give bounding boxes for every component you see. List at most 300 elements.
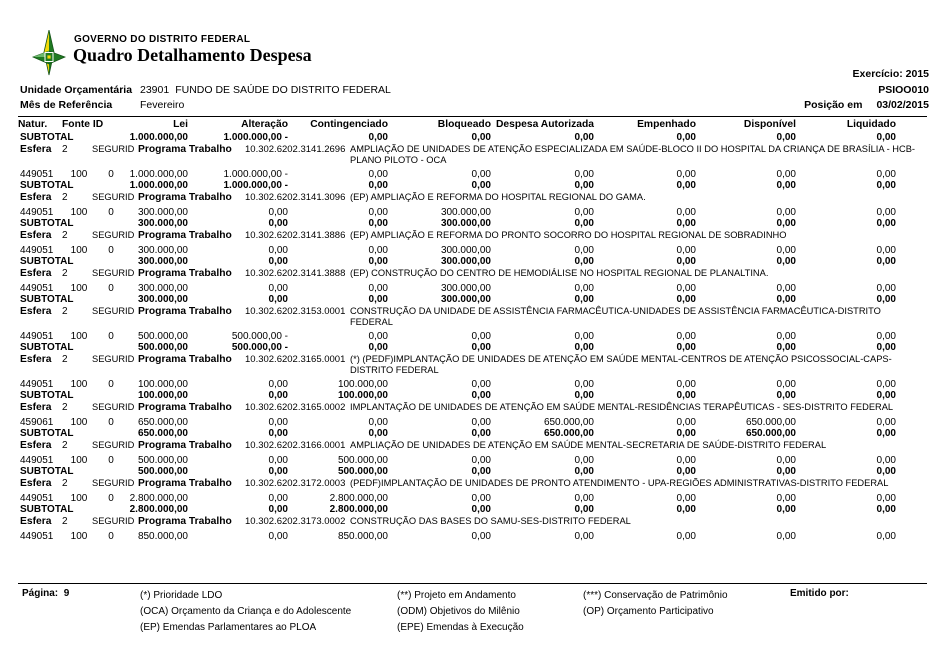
contingenciado-cell: 100.000,00	[337, 379, 388, 390]
lei-cell: 850.000,00	[137, 531, 188, 542]
bloqueado-cell: 0,00	[471, 455, 491, 466]
legend-item: (ODM) Objetivos do Milênio	[397, 606, 520, 617]
bloqueado-cell: 0,00	[471, 342, 491, 353]
contingenciado-cell: 850.000,00	[337, 531, 388, 542]
contingenciado-cell: 0,00	[368, 342, 388, 353]
detail-row	[18, 283, 925, 294]
seguridade-label: SEGURID	[92, 230, 135, 240]
lei-cell: 650.000,00	[137, 417, 188, 428]
alteracao-cell: 0,00	[268, 283, 288, 294]
esfera-value: 2	[62, 192, 68, 203]
despesa-autorizada-cell: 0,00	[574, 180, 594, 191]
contingenciado-cell: 0,00	[368, 256, 388, 267]
liquidado-cell: 0,00	[876, 455, 896, 466]
lei-cell: 1.000.000,00	[129, 180, 188, 191]
programa-trabalho-label: Programa Trabalho	[138, 516, 232, 527]
esfera-value: 2	[62, 440, 68, 451]
fonte-cell: 100	[70, 283, 88, 294]
programa-trabalho-code: 10.302.6202.3165.0001	[245, 354, 346, 365]
despesa-autorizada-cell: 650.000,00	[543, 428, 594, 439]
lei-cell: 500.000,00	[137, 342, 188, 353]
empenhado-cell: 0,00	[676, 132, 696, 143]
subtotal-row	[18, 466, 925, 477]
col-empenhado: Empenhado	[637, 119, 696, 130]
esfera-value: 2	[62, 268, 68, 279]
programa-trabalho-code: 10.302.6202.3141.3888	[245, 268, 346, 279]
liquidado-cell: 0,00	[876, 180, 896, 191]
disponivel-cell: 0,00	[776, 245, 796, 256]
unidade-orcamentaria-label: Unidade Orçamentária	[20, 84, 133, 96]
lei-cell: 100.000,00	[137, 379, 188, 390]
empenhado-cell: 0,00	[676, 207, 696, 218]
empenhado-cell: 0,00	[676, 417, 696, 428]
legend-column-2	[397, 588, 524, 636]
empenhado-cell: 0,00	[676, 245, 696, 256]
legend-item: (*) Prioridade LDO	[140, 590, 223, 601]
alteracao-cell: 1.000.000,00 -	[223, 132, 288, 143]
programa-trabalho-code: 10.302.6202.3165.0002	[245, 402, 346, 413]
esfera-row	[18, 516, 925, 527]
empenhado-cell: 0,00	[676, 379, 696, 390]
fonte-cell: 100	[70, 169, 88, 180]
header-divider	[18, 116, 927, 117]
detail-row	[18, 531, 925, 542]
detail-row	[18, 417, 925, 428]
programa-trabalho-desc: CONSTRUÇÃO DA UNIDADE DE ASSISTÊNCIA FARMACÊUTICA-UNIDADES DE ASSISTÊNCIA FARMACÊUTICA-DISTRITO FEDERAL	[350, 306, 881, 327]
contingenciado-cell: 500.000,00	[337, 466, 388, 477]
id-cell: 0	[108, 417, 114, 428]
disponivel-cell: 0,00	[776, 218, 796, 229]
programa-trabalho-desc: (*) (PEDF)IMPLANTAÇÃO DE UNIDADES DE ATENÇÃO EM SAÚDE MENTAL-CENTROS DE ATENÇÃO PSICOSSOCIAL-CAPS-DISTRITO FEDERAL	[350, 354, 892, 375]
bloqueado-cell: 0,00	[471, 466, 491, 477]
programa-trabalho-label: Programa Trabalho	[138, 230, 232, 241]
id-cell: 0	[108, 379, 114, 390]
liquidado-cell: 0,00	[876, 531, 896, 542]
despesa-autorizada-cell: 0,00	[574, 504, 594, 515]
disponivel-cell: 0,00	[776, 132, 796, 143]
seguridade-label: SEGURID	[92, 268, 135, 278]
esfera-value: 2	[62, 306, 68, 317]
report-code: PSIOO010	[878, 84, 929, 96]
despesa-autorizada-cell: 0,00	[574, 218, 594, 229]
id-cell: 0	[108, 283, 114, 294]
natur-cell: 449051	[20, 455, 54, 466]
programa-trabalho-desc: (EP) CONSTRUÇÃO DO CENTRO DE HEMODIÁLISE NO HOSPITAL REGIONAL DE PLANALTINA.	[350, 268, 769, 278]
natur-cell: 449051	[20, 331, 54, 342]
bloqueado-cell: 0,00	[471, 417, 491, 428]
disponivel-cell: 0,00	[776, 504, 796, 515]
id-cell: 0	[108, 207, 114, 218]
subtotal-label: SUBTOTAL	[20, 218, 74, 229]
esfera-label: Esfera	[20, 192, 52, 203]
subtotal-row	[18, 428, 925, 439]
posicao-em: Posição em 03/02/2015	[804, 99, 929, 111]
esfera-label: Esfera	[20, 144, 52, 155]
alteracao-cell: 0,00	[268, 455, 288, 466]
disponivel-cell: 650.000,00	[745, 417, 796, 428]
disponivel-cell: 0,00	[776, 169, 796, 180]
esfera-row	[18, 192, 925, 203]
liquidado-cell: 0,00	[876, 428, 896, 439]
seguridade-label: SEGURID	[92, 478, 135, 488]
empenhado-cell: 0,00	[676, 493, 696, 504]
esfera-row	[18, 354, 925, 375]
col-liquidado: Liquidado	[846, 119, 896, 130]
lei-cell: 1.000.000,00	[129, 169, 188, 180]
id-cell: 0	[108, 455, 114, 466]
bloqueado-cell: 0,00	[471, 428, 491, 439]
liquidado-cell: 0,00	[876, 379, 896, 390]
alteracao-cell: 0,00	[268, 256, 288, 267]
natur-cell: 459061	[20, 417, 54, 428]
subtotal-label: SUBTOTAL	[20, 390, 74, 401]
esfera-value: 2	[62, 230, 68, 241]
despesa-autorizada-cell: 0,00	[574, 466, 594, 477]
programa-trabalho-desc: (EP) AMPLIAÇÃO E REFORMA DO PRONTO SOCORRO DO HOSPITAL REGIONAL DE SOBRADINHO	[350, 230, 787, 240]
subtotal-row	[18, 218, 925, 229]
programa-trabalho-label: Programa Trabalho	[138, 402, 232, 413]
liquidado-cell: 0,00	[876, 132, 896, 143]
fonte-cell: 100	[70, 455, 88, 466]
contingenciado-cell: 0,00	[368, 283, 388, 294]
despesa-autorizada-cell: 0,00	[574, 283, 594, 294]
detail-row	[18, 493, 925, 504]
disponivel-cell: 0,00	[776, 256, 796, 267]
liquidado-cell: 0,00	[876, 342, 896, 353]
bloqueado-cell: 0,00	[471, 390, 491, 401]
despesa-autorizada-cell: 0,00	[574, 245, 594, 256]
col-alteracao: Alteração	[241, 119, 288, 130]
programa-trabalho-desc: AMPLIAÇÃO DE UNIDADES DE ATENÇÃO ESPECIALIZADA EM SAÚDE-BLOCO II DO HOSPITAL DA CRIANÇA DE BRASÍLIA - HCB- PLANO PILOTO - OCA	[350, 144, 916, 165]
fonte-cell: 100	[70, 493, 88, 504]
empenhado-cell: 0,00	[676, 283, 696, 294]
esfera-label: Esfera	[20, 306, 52, 317]
seguridade-label: SEGURID	[92, 192, 135, 202]
liquidado-cell: 0,00	[876, 390, 896, 401]
programa-trabalho-label: Programa Trabalho	[138, 192, 232, 203]
fonte-cell: 100	[70, 379, 88, 390]
legend-item: (***) Conservação de Patrimônio	[583, 590, 728, 601]
programa-trabalho-code: 10.302.6202.3141.3096	[245, 192, 346, 203]
natur-cell: 449051	[20, 493, 54, 504]
programa-trabalho-code: 10.302.6202.3172.0003	[245, 478, 346, 489]
alteracao-cell: 500.000,00 -	[231, 342, 288, 353]
subtotal-row	[18, 294, 925, 305]
alteracao-cell: 1.000.000,00 -	[223, 180, 288, 191]
despesa-autorizada-cell: 0,00	[574, 294, 594, 305]
despesa-autorizada-cell: 0,00	[574, 390, 594, 401]
despesa-autorizada-cell: 0,00	[574, 169, 594, 180]
bloqueado-cell: 0,00	[471, 180, 491, 191]
liquidado-cell: 0,00	[876, 493, 896, 504]
programa-trabalho-label: Programa Trabalho	[138, 144, 232, 155]
bloqueado-cell: 300.000,00	[440, 245, 491, 256]
lei-cell: 300.000,00	[137, 207, 188, 218]
programa-trabalho-desc: CONSTRUÇÃO DAS BASES DO SAMU-SES-DISTRITO FEDERAL	[350, 516, 631, 526]
table-header-row	[18, 119, 925, 130]
empenhado-cell: 0,00	[676, 342, 696, 353]
disponivel-cell: 0,00	[776, 342, 796, 353]
seguridade-label: SEGURID	[92, 402, 135, 412]
despesa-autorizada-cell: 0,00	[574, 455, 594, 466]
disponivel-cell: 0,00	[776, 455, 796, 466]
bloqueado-cell: 0,00	[471, 169, 491, 180]
col-disponivel: Disponível	[743, 119, 796, 130]
subtotal-label: SUBTOTAL	[20, 256, 74, 267]
legend-item: (**) Projeto em Andamento	[397, 590, 516, 601]
contingenciado-cell: 100.000,00	[337, 390, 388, 401]
programa-trabalho-code: 10.302.6202.3153.0001	[245, 306, 346, 317]
contingenciado-cell: 0,00	[368, 218, 388, 229]
esfera-label: Esfera	[20, 354, 52, 365]
alteracao-cell: 0,00	[268, 493, 288, 504]
legend-item: (EP) Emendas Parlamentares ao PLOA	[140, 622, 317, 633]
disponivel-cell: 0,00	[776, 466, 796, 477]
fonte-cell: 100	[70, 331, 88, 342]
alteracao-cell: 500.000,00 -	[231, 331, 288, 342]
bloqueado-cell: 0,00	[471, 493, 491, 504]
seguridade-label: SEGURID	[92, 306, 135, 316]
alteracao-cell: 0,00	[268, 428, 288, 439]
lei-cell: 300.000,00	[137, 245, 188, 256]
seguridade-label: SEGURID	[92, 516, 135, 526]
contingenciado-cell: 0,00	[368, 169, 388, 180]
empenhado-cell: 0,00	[676, 218, 696, 229]
alteracao-cell: 0,00	[268, 294, 288, 305]
esfera-value: 2	[62, 402, 68, 413]
despesa-autorizada-cell: 0,00	[574, 331, 594, 342]
contingenciado-cell: 0,00	[368, 245, 388, 256]
programa-trabalho-label: Programa Trabalho	[138, 354, 232, 365]
col-fonte-id: Fonte ID	[62, 119, 104, 130]
programa-trabalho-desc: IMPLANTAÇÃO DE UNIDADES DE ATENÇÃO EM SAÚDE MENTAL-RESIDÊNCIAS TERAPÊUTICAS - SES-DISTRITO FEDERAL	[350, 402, 894, 412]
col-despesa-autorizada: Despesa Autorizada	[495, 119, 594, 130]
programa-trabalho-desc: (PEDF)IMPLANTAÇÃO DE UNIDADES DE PRONTO ATENDIMENTO - UPA-REGIÕES ADMINISTRATIVAS-DISTRITO FEDERAL	[350, 478, 889, 488]
fonte-cell: 100	[70, 417, 88, 428]
mes-referencia-label: Mês de Referência	[20, 99, 113, 111]
disponivel-cell: 0,00	[776, 180, 796, 191]
alteracao-cell: 1.000.000,00 -	[223, 169, 288, 180]
programa-trabalho-desc: (EP) AMPLIAÇÃO E REFORMA DO HOSPITAL REGIONAL DO GAMA.	[350, 192, 646, 202]
unidade-orcamentaria-code: 23901	[140, 84, 170, 96]
liquidado-cell: 0,00	[876, 294, 896, 305]
expense-table	[18, 119, 925, 542]
contingenciado-cell: 0,00	[368, 132, 388, 143]
programa-trabalho-label: Programa Trabalho	[138, 478, 232, 489]
col-lei: Lei	[173, 119, 188, 130]
disponivel-cell: 0,00	[776, 283, 796, 294]
alteracao-cell: 0,00	[268, 207, 288, 218]
esfera-row	[18, 268, 925, 279]
programa-trabalho-label: Programa Trabalho	[138, 268, 232, 279]
despesa-autorizada-cell: 0,00	[574, 207, 594, 218]
programa-trabalho-code: 10.302.6202.3173.0002	[245, 516, 346, 527]
disponivel-cell: 0,00	[776, 493, 796, 504]
bloqueado-cell: 300.000,00	[440, 256, 491, 267]
liquidado-cell: 0,00	[876, 331, 896, 342]
detail-row	[18, 245, 925, 256]
lei-cell: 500.000,00	[137, 466, 188, 477]
disponivel-cell: 0,00	[776, 331, 796, 342]
esfera-value: 2	[62, 354, 68, 365]
bloqueado-cell: 0,00	[471, 379, 491, 390]
alteracao-cell: 0,00	[268, 218, 288, 229]
alteracao-cell: 0,00	[268, 466, 288, 477]
seguridade-label: SEGURID	[92, 144, 135, 154]
col-contingenciado: Contingenciado	[310, 119, 388, 130]
esfera-label: Esfera	[20, 402, 52, 413]
alteracao-cell: 0,00	[268, 245, 288, 256]
subtotal-label: SUBTOTAL	[20, 294, 74, 305]
contingenciado-cell: 500.000,00	[337, 455, 388, 466]
legend-item: (OP) Orçamento Participativo	[583, 606, 714, 617]
natur-cell: 449051	[20, 283, 54, 294]
esfera-label: Esfera	[20, 440, 52, 451]
bloqueado-cell: 0,00	[471, 504, 491, 515]
natur-cell: 449051	[20, 169, 54, 180]
unidade-orcamentaria-name: FUNDO DE SAÚDE DO DISTRITO FEDERAL	[175, 84, 391, 96]
col-natur: Natur.	[18, 119, 48, 130]
liquidado-cell: 0,00	[876, 283, 896, 294]
esfera-row	[18, 230, 925, 241]
despesa-autorizada-cell: 0,00	[574, 531, 594, 542]
lei-cell: 300.000,00	[137, 283, 188, 294]
disponivel-cell: 0,00	[776, 531, 796, 542]
natur-cell: 449051	[20, 531, 54, 542]
seguridade-label: SEGURID	[92, 440, 135, 450]
disponivel-cell: 0,00	[776, 379, 796, 390]
liquidado-cell: 0,00	[876, 245, 896, 256]
lei-cell: 2.800.000,00	[129, 493, 188, 504]
subtotal-label: SUBTOTAL	[20, 180, 74, 191]
lei-cell: 500.000,00	[137, 455, 188, 466]
fonte-cell: 100	[70, 245, 88, 256]
disponivel-cell: 0,00	[776, 294, 796, 305]
empenhado-cell: 0,00	[676, 180, 696, 191]
esfera-label: Esfera	[20, 516, 52, 527]
bloqueado-cell: 300.000,00	[440, 218, 491, 229]
alteracao-cell: 0,00	[268, 379, 288, 390]
natur-cell: 449051	[20, 379, 54, 390]
esfera-row	[18, 306, 925, 327]
empenhado-cell: 0,00	[676, 455, 696, 466]
contingenciado-cell: 0,00	[368, 207, 388, 218]
mes-referencia-value: Fevereiro	[140, 99, 185, 111]
table-body	[18, 132, 925, 542]
empenhado-cell: 0,00	[676, 531, 696, 542]
empenhado-cell: 0,00	[676, 428, 696, 439]
alteracao-cell: 0,00	[268, 417, 288, 428]
liquidado-cell: 0,00	[876, 169, 896, 180]
lei-cell: 300.000,00	[137, 256, 188, 267]
bloqueado-cell: 300.000,00	[440, 283, 491, 294]
disponivel-cell: 650.000,00	[745, 428, 796, 439]
alteracao-cell: 0,00	[268, 531, 288, 542]
contingenciado-cell: 0,00	[368, 294, 388, 305]
empenhado-cell: 0,00	[676, 504, 696, 515]
despesa-autorizada-cell: 0,00	[574, 493, 594, 504]
subtotal-label: SUBTOTAL	[20, 342, 74, 353]
liquidado-cell: 0,00	[876, 218, 896, 229]
despesa-autorizada-cell: 0,00	[574, 256, 594, 267]
page-number: Página: 9	[22, 588, 70, 599]
esfera-value: 2	[62, 478, 68, 489]
emitido-por-label: Emitido por:	[790, 588, 849, 599]
programa-trabalho-label: Programa Trabalho	[138, 440, 232, 451]
subtotal-row	[18, 504, 925, 515]
empenhado-cell: 0,00	[676, 169, 696, 180]
contingenciado-cell: 0,00	[368, 331, 388, 342]
id-cell: 0	[108, 531, 114, 542]
lei-cell: 650.000,00	[137, 428, 188, 439]
id-cell: 0	[108, 331, 114, 342]
esfera-value: 2	[62, 144, 68, 155]
empenhado-cell: 0,00	[676, 331, 696, 342]
subtotal-row	[18, 342, 925, 353]
contingenciado-cell: 2.800.000,00	[329, 504, 388, 515]
empenhado-cell: 0,00	[676, 466, 696, 477]
despesa-autorizada-cell: 0,00	[574, 342, 594, 353]
programa-trabalho-code: 10.302.6202.3141.2696	[245, 144, 346, 155]
lei-cell: 2.800.000,00	[129, 504, 188, 515]
subtotal-row	[18, 390, 925, 401]
id-cell: 0	[108, 169, 114, 180]
lei-cell: 100.000,00	[137, 390, 188, 401]
disponivel-cell: 0,00	[776, 390, 796, 401]
esfera-row	[18, 144, 925, 165]
natur-cell: 449051	[20, 245, 54, 256]
esfera-row	[18, 440, 925, 451]
empenhado-cell: 0,00	[676, 294, 696, 305]
contingenciado-cell: 0,00	[368, 180, 388, 191]
subtotal-label: SUBTOTAL	[20, 504, 74, 515]
subtotal-row	[18, 256, 925, 267]
esfera-row	[18, 478, 925, 489]
detail-row	[18, 455, 925, 466]
legend-column-1	[140, 588, 351, 636]
esfera-label: Esfera	[20, 478, 52, 489]
liquidado-cell: 0,00	[876, 207, 896, 218]
detail-row	[18, 207, 925, 218]
subtotal-label: SUBTOTAL	[20, 132, 74, 143]
programa-trabalho-code: 10.302.6202.3166.0001	[245, 440, 346, 451]
natur-cell: 449051	[20, 207, 54, 218]
legend-column-3	[583, 588, 728, 620]
lei-cell: 300.000,00	[137, 218, 188, 229]
esfera-value: 2	[62, 516, 68, 527]
despesa-autorizada-cell: 0,00	[574, 379, 594, 390]
alteracao-cell: 0,00	[268, 504, 288, 515]
detail-row	[18, 331, 925, 342]
fonte-cell: 100	[70, 531, 88, 542]
bloqueado-cell: 300.000,00	[440, 207, 491, 218]
detail-row	[18, 169, 925, 180]
esfera-label: Esfera	[20, 268, 52, 279]
exercicio-label: Exercício: 2015	[852, 68, 929, 80]
lei-cell: 500.000,00	[137, 331, 188, 342]
contingenciado-cell: 2.800.000,00	[329, 493, 388, 504]
id-cell: 0	[108, 493, 114, 504]
lei-cell: 300.000,00	[137, 294, 188, 305]
contingenciado-cell: 0,00	[368, 428, 388, 439]
legend-item: (EPE) Emendas à Execução	[397, 622, 524, 633]
liquidado-cell: 0,00	[876, 256, 896, 267]
footer-divider	[18, 583, 927, 584]
programa-trabalho-label: Programa Trabalho	[138, 306, 232, 317]
bloqueado-cell: 300.000,00	[440, 294, 491, 305]
detail-row	[18, 379, 925, 390]
subtotal-row	[18, 180, 925, 191]
